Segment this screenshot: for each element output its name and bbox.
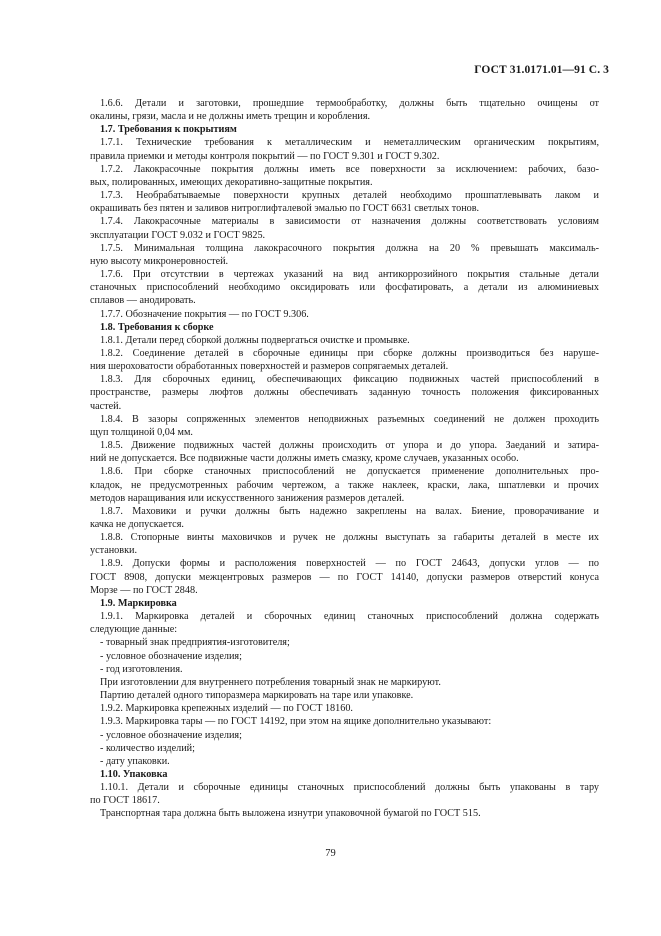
text-line: 1.7.2. Лакокрасочные покрытия должны иметь все поверхности за исключением: рабочих, базо- (100, 163, 599, 175)
paragraph (90, 663, 599, 676)
text-line: 1.8.9. Допуски формы и расположения поверхностей — по ГОСТ 24643, допуски углов — по (100, 558, 599, 570)
paragraph (90, 781, 599, 807)
text-line: 1.8.6. При сборке станочных приспособлений не допускается применение дополнительных про- (100, 466, 599, 478)
text-line: пространстве, размеры люфтов должны обеспечивать заданную точность положения фиксированных (90, 387, 599, 399)
page-number: 79 (325, 848, 336, 859)
text-line: ния шероховатости обработанных поверхностей и размеров сопрягаемых деталей. (90, 361, 449, 373)
paragraph (90, 676, 599, 689)
section-heading: 1.7. Требования к покрытиям (100, 124, 237, 136)
text-line: 1.8.3. Для сборочных единиц, обеспечивающих фиксацию подвижных частей приспособлений в (100, 374, 599, 386)
section-heading: 1.8. Требования к сборке (100, 321, 214, 333)
paragraph (90, 557, 599, 596)
text-line: окрашивать без пятен и заливов нитроглифталевой эмалью по ГОСТ 6631 светлых тонов. (90, 203, 480, 215)
text-line: Транспортная тара должна быть выложена изнутри упаковочной бумагой по ГОСТ 515. (100, 808, 481, 820)
paragraph (90, 347, 599, 373)
paragraph (90, 715, 599, 728)
paragraph (90, 702, 599, 715)
paragraph (90, 215, 599, 241)
text-line: 1.8.5. Движение подвижных частей должны происходить от упора и до упора. Заеданий и затира- (100, 440, 599, 452)
paragraph (90, 465, 599, 504)
paragraph (90, 610, 599, 636)
text-line: 1.7.3. Необрабатываемые поверхности крупных деталей необходимо прошпатлевывать лаком и (100, 190, 599, 202)
text-line: вых, полированных, имеющих декоративно-защитные покрытия. (90, 176, 373, 188)
text-line: - год изготовления. (100, 663, 183, 675)
text-line: щуп толщиной 0,04 мм. (90, 426, 193, 438)
paragraph (90, 505, 599, 531)
paragraph (90, 689, 599, 702)
text-line: ний не допускается. Все подвижные части должны иметь смазку, кроме случаев, указанных особо. (90, 453, 519, 465)
text-line: окалины, грязи, масла и не должны иметь трещин и коробления. (90, 111, 371, 123)
text-line: - дату упаковки. (100, 755, 170, 767)
text-line: 1.8.7. Маховики и ручки должны быть надежно закреплены на валах. Биение, проворачивание и (100, 505, 599, 517)
paragraph (90, 439, 599, 465)
text-line: кладок, не предусмотренных рабочим чертежом, а также наклеек, краски, лака, шпатлевки и прочих (90, 479, 599, 491)
document-body (90, 97, 599, 821)
text-line: по ГОСТ 18617. (90, 795, 160, 807)
paragraph (90, 136, 599, 162)
text-line: частей. (90, 400, 122, 412)
text-line: Морзе — по ГОСТ 2848. (90, 584, 198, 596)
paragraph (90, 755, 599, 768)
paragraph (90, 807, 599, 820)
text-line: методов наращивания или искусственного занижения размеров деталей. (90, 492, 405, 504)
text-line: 1.8.1. Детали перед сборкой должны подвергаться очистке и промывке. (100, 334, 410, 346)
paragraph (90, 636, 599, 649)
paragraph (90, 97, 599, 123)
paragraph (90, 650, 599, 663)
paragraph (90, 413, 599, 439)
text-line: ГОСТ 8908, допуски межцентровых размеров — по ГОСТ 14140, допуски размеров отверстий конуса (90, 571, 599, 583)
text-line: - условное обозначение изделия; (100, 729, 242, 741)
text-line: 1.8.4. В зазоры сопряженных элементов неподвижных разъемных соединений не должен проходить (100, 413, 599, 425)
text-line: 1.7.5. Минимальная толщина лакокрасочного покрытия должна на 20 % превышать максималь- (100, 242, 599, 254)
paragraph (90, 189, 599, 215)
text-line: 1.7.1. Технические требования к металлическим и неметаллическим органическим покрытиям, (100, 137, 599, 149)
paragraph (90, 334, 599, 347)
text-line: - условное обозначение изделия; (100, 650, 242, 662)
text-line: Партию деталей одного типоразмера маркировать на таре или упаковке. (100, 690, 414, 702)
text-line: 1.8.2. Соединение деталей в сборочные единицы при сборке должны производиться без наруше- (100, 347, 599, 359)
text-line: 1.7.7. Обозначение покрытия — по ГОСТ 9.306. (100, 308, 309, 320)
paragraph (90, 373, 599, 412)
text-line: 1.9.2. Маркировка крепежных изделий — по ГОСТ 18160. (100, 703, 353, 715)
text-line: 1.9.1. Маркировка деталей и сборочных единиц станочных приспособлений должна содержать (100, 611, 599, 623)
text-line: - количество изделий; (100, 742, 195, 754)
text-line: 1.6.6. Детали и заготовки, прошедшие термообработку, должны быть тщательно очищены от (100, 98, 599, 109)
text-line: установки. (90, 545, 138, 557)
paragraph (90, 531, 599, 557)
text-line: 1.9.3. Маркировка тары — по ГОСТ 14192, при этом на ящике дополнительно указывают: (100, 716, 492, 728)
text-line: станочных приспособлений необходимо оксидировать или фосфатировать, а детали из алюминиевых (90, 282, 599, 294)
paragraph (90, 242, 599, 268)
text-line: - товарный знак предприятия-изготовителя; (100, 637, 290, 649)
text-line: сплавов — анодировать. (90, 295, 196, 307)
page-header: ГОСТ 31.0171.01—91 С. 3 (474, 64, 609, 76)
text-line: 1.7.6. При отсутствии в чертежах указаний на вид антикоррозийного покрытия стальные детали (100, 269, 599, 281)
paragraph (90, 729, 599, 742)
text-line: качка не допускается. (90, 519, 184, 530)
text-line: ную высоту микронеровностей. (90, 255, 229, 267)
paragraph (90, 163, 599, 189)
paragraph (90, 308, 599, 321)
section-heading: 1.10. Упаковка (100, 768, 168, 780)
paragraph (90, 742, 599, 755)
text-line: эксплуатации ГОСТ 9.032 и ГОСТ 9825. (90, 229, 266, 241)
paragraph (90, 268, 599, 307)
text-line: 1.8.8. Стопорные винты маховичков и ручек не должны выступать за габариты деталей в месте их (100, 532, 599, 544)
text-line: 1.10.1. Детали и сборочные единицы станочных приспособлений должны быть упакованы в тару (100, 782, 599, 794)
section-heading: 1.9. Маркировка (100, 597, 177, 609)
text-line: правила приемки и методы контроля покрытий — по ГОСТ 9.301 и ГОСТ 9.302. (90, 150, 440, 162)
text-line: При изготовлении для внутреннего потребления товарный знак не маркируют. (100, 676, 441, 688)
text-line: следующие данные: (90, 624, 178, 636)
text-line: 1.7.4. Лакокрасочные материалы в зависимости от назначения должны соответствовать условиям (100, 216, 599, 228)
